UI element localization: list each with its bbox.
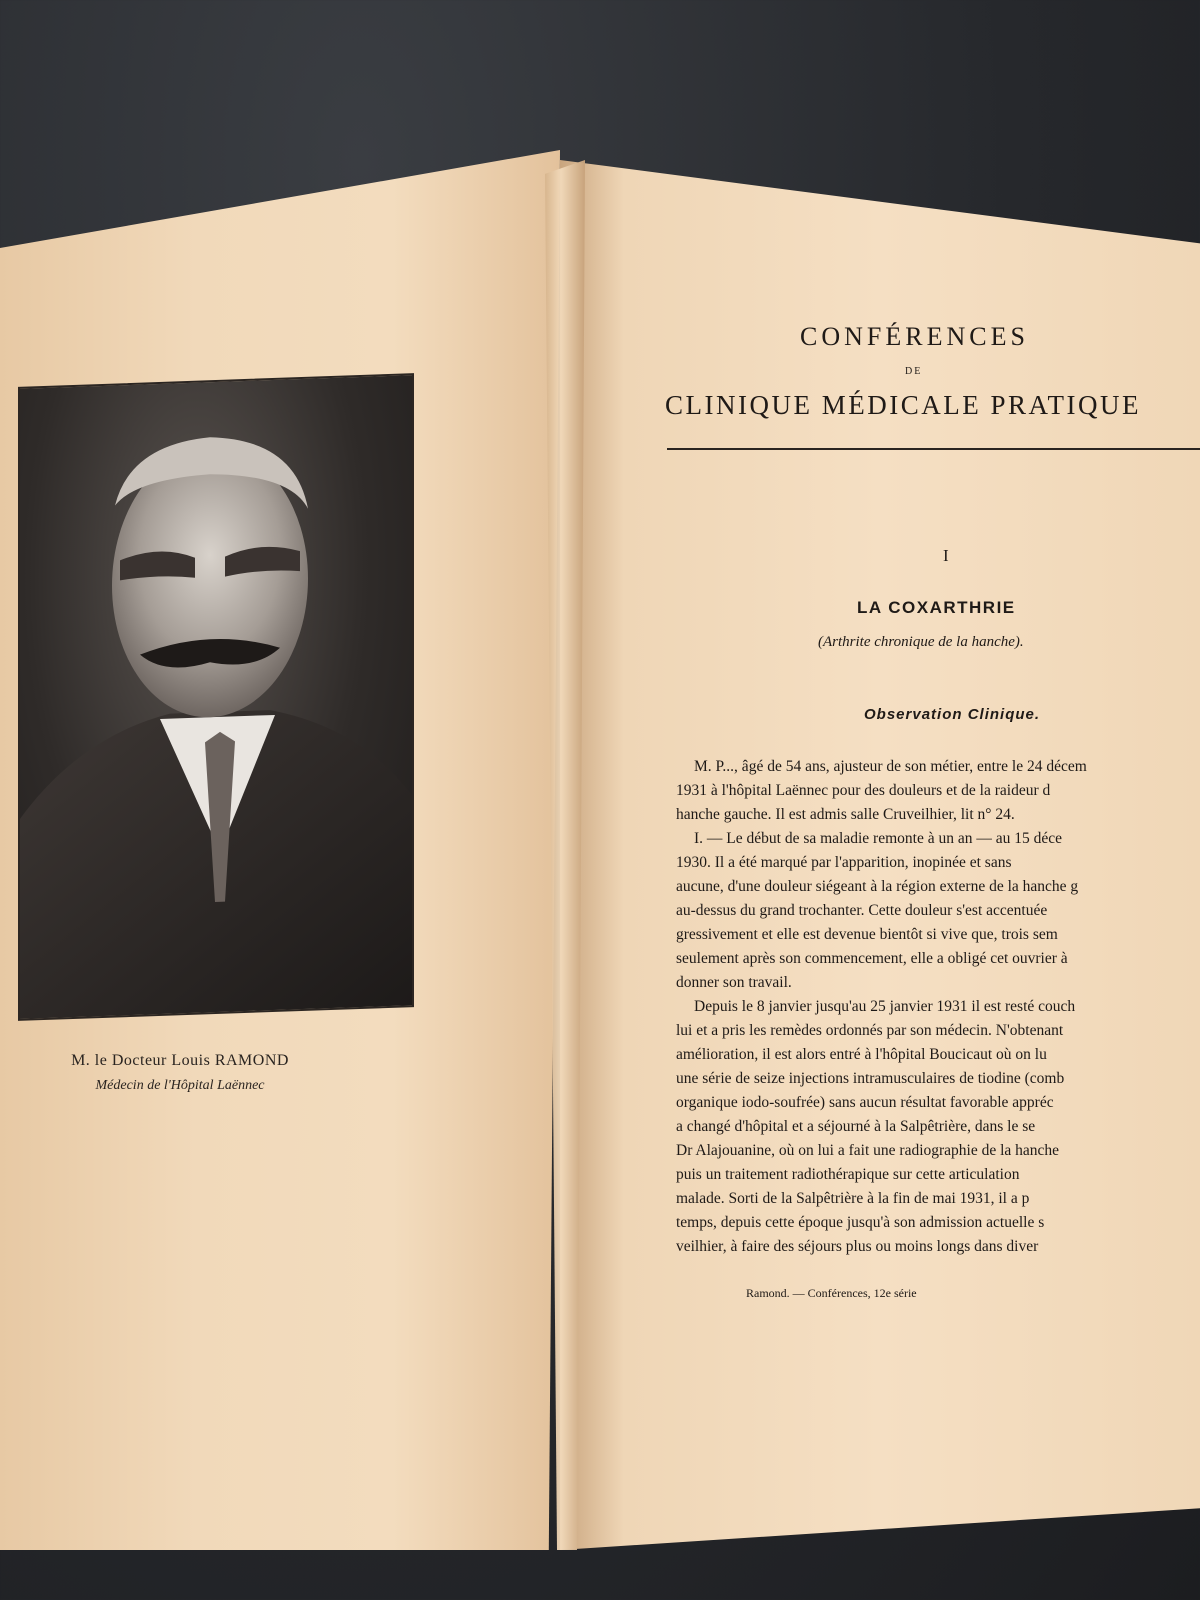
body-line: Dr Alajouanine, où on lui a fait une radiographie de la hanche xyxy=(676,1142,1060,1159)
body-line: gressivement et elle est devenue bientôt si vive que, trois sem xyxy=(676,926,1058,943)
body-line: I. — Le début de sa maladie remonte à un an — au 15 déce xyxy=(694,830,1062,847)
body-line: aucune, d'une douleur siégeant à la région externe de la hanche g xyxy=(676,878,1079,895)
title-connector: DE xyxy=(905,366,923,377)
body-line: amélioration, il est alors entré à l'hôpital Boucicaut où on lu xyxy=(676,1046,1047,1063)
footer-note: Ramond. — Conférences, 12e série xyxy=(746,1286,917,1300)
body-line: M. P..., âgé de 54 ans, ajusteur de son métier, entre le 24 décem xyxy=(694,758,1087,775)
body-line: a changé d'hôpital et a séjourné à la Salpêtrière, dans le se xyxy=(676,1118,1036,1135)
chapter-numeral: I xyxy=(943,546,949,565)
body-line: 1930. Il a été marqué par l'apparition, inopinée et sans xyxy=(676,854,1012,871)
body-line: temps, depuis cette époque jusqu'à son admission actuelle s xyxy=(676,1214,1045,1231)
body-line: 1931 à l'hôpital Laënnec pour des douleurs et de la raideur d xyxy=(676,782,1051,799)
portrait-photo-frame xyxy=(18,373,414,1021)
body-text xyxy=(676,755,1200,1259)
body-line: organique iodo-soufrée) sans aucun résultat favorable appréc xyxy=(676,1094,1054,1111)
portrait-photo xyxy=(20,375,412,1019)
portrait-caption-name: M. le Docteur Louis RAMOND xyxy=(71,1052,289,1069)
body-line: hanche gauche. Il est admis salle Cruveilhier, lit n° 24. xyxy=(676,806,1015,823)
body-line: au-dessus du grand trochanter. Cette douleur s'est accentuée xyxy=(676,902,1048,919)
body-line: une série de seize injections intramusculaires de tiodine (comb xyxy=(676,1070,1065,1087)
section-heading: Observation Clinique. xyxy=(864,706,1041,723)
chapter-subtitle: (Arthrite chronique de la hanche). xyxy=(818,634,1024,650)
portrait-caption-role: Médecin de l'Hôpital Laënnec xyxy=(95,1078,265,1093)
body-line: donner son travail. xyxy=(676,974,792,991)
body-line: lui et a pris les remèdes ordonnés par son médecin. N'obtenant xyxy=(676,1022,1064,1039)
body-line: veilhier, à faire des séjours plus ou moins longs dans diver xyxy=(676,1238,1039,1255)
chapter-title: LA COXARTHRIE xyxy=(857,598,1016,617)
body-line: seulement après son commencement, elle a obligé cet ouvrier à xyxy=(676,950,1068,967)
body-line: puis un traitement radiothérapique sur cette articulation xyxy=(676,1166,1020,1183)
title-rule xyxy=(667,448,1200,450)
series-title: CONFÉRENCES xyxy=(800,322,1029,351)
book-title: CLINIQUE MÉDICALE PRATIQUE xyxy=(665,390,1141,420)
body-line: malade. Sorti de la Salpêtrière à la fin de mai 1931, il a p xyxy=(676,1190,1030,1207)
body-line: Depuis le 8 janvier jusqu'au 25 janvier 1931 il est resté couch xyxy=(694,998,1076,1015)
